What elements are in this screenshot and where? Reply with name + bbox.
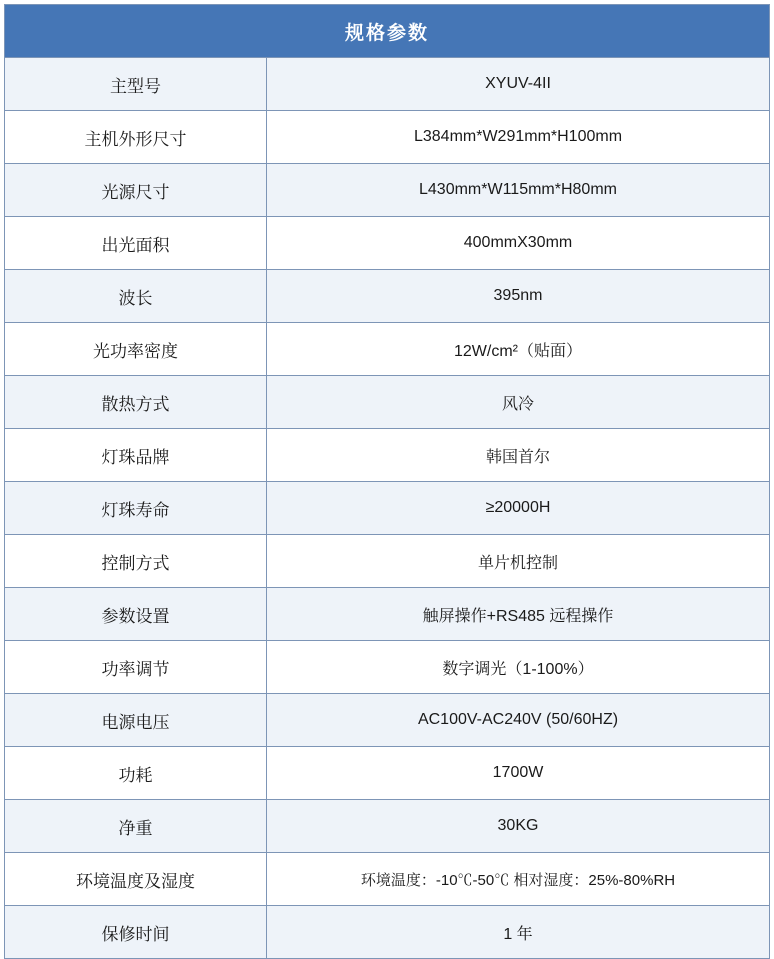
table-row [5, 482, 770, 535]
table-row [5, 535, 770, 588]
table-row [5, 217, 770, 270]
row-label: 功率调节 [5, 641, 267, 694]
table-row [5, 853, 770, 906]
row-label: 参数设置 [5, 588, 267, 641]
row-label: 控制方式 [5, 535, 267, 588]
row-value: 400mmX30mm [267, 217, 770, 270]
row-value: AC100V-AC240V (50/60HZ) [267, 694, 770, 747]
row-value: 12W/cm²（贴面） [267, 323, 770, 376]
row-value: 触屏操作+RS485 远程操作 [267, 588, 770, 641]
row-label: 光源尺寸 [5, 164, 267, 217]
table-row [5, 376, 770, 429]
row-label: 环境温度及湿度 [5, 853, 267, 906]
table-row [5, 164, 770, 217]
table-row [5, 694, 770, 747]
table-row [5, 800, 770, 853]
table-row [5, 323, 770, 376]
row-value: XYUV-4II [267, 58, 770, 111]
row-value: ≥20000H [267, 482, 770, 535]
page-title: 规格参数 [5, 5, 770, 58]
row-label: 功耗 [5, 747, 267, 800]
row-value: 风冷 [267, 376, 770, 429]
spec-table-title-row [5, 5, 770, 58]
row-value: 数字调光（1-100%） [267, 641, 770, 694]
row-label: 散热方式 [5, 376, 267, 429]
row-value: 1 年 [267, 906, 770, 959]
row-value: 395nm [267, 270, 770, 323]
row-label: 波长 [5, 270, 267, 323]
table-row [5, 270, 770, 323]
table-row [5, 641, 770, 694]
row-label: 净重 [5, 800, 267, 853]
row-value: L384mm*W291mm*H100mm [267, 111, 770, 164]
row-label: 电源电压 [5, 694, 267, 747]
row-value: 单片机控制 [267, 535, 770, 588]
row-label: 主机外形尺寸 [5, 111, 267, 164]
row-value: 30KG [267, 800, 770, 853]
row-label: 灯珠寿命 [5, 482, 267, 535]
table-row [5, 429, 770, 482]
table-row [5, 58, 770, 111]
spec-table-body [5, 5, 770, 959]
spec-table [4, 4, 770, 959]
table-row [5, 588, 770, 641]
row-label: 出光面积 [5, 217, 267, 270]
table-row [5, 747, 770, 800]
row-label: 主型号 [5, 58, 267, 111]
table-row [5, 111, 770, 164]
row-value: L430mm*W115mm*H80mm [267, 164, 770, 217]
row-label: 保修时间 [5, 906, 267, 959]
table-row [5, 906, 770, 959]
row-label: 光功率密度 [5, 323, 267, 376]
row-value: 1700W [267, 747, 770, 800]
row-label: 灯珠品牌 [5, 429, 267, 482]
row-value: 环境温度：-10℃-50℃ 相对湿度：25%-80%RH [267, 853, 770, 906]
row-value: 韩国首尔 [267, 429, 770, 482]
